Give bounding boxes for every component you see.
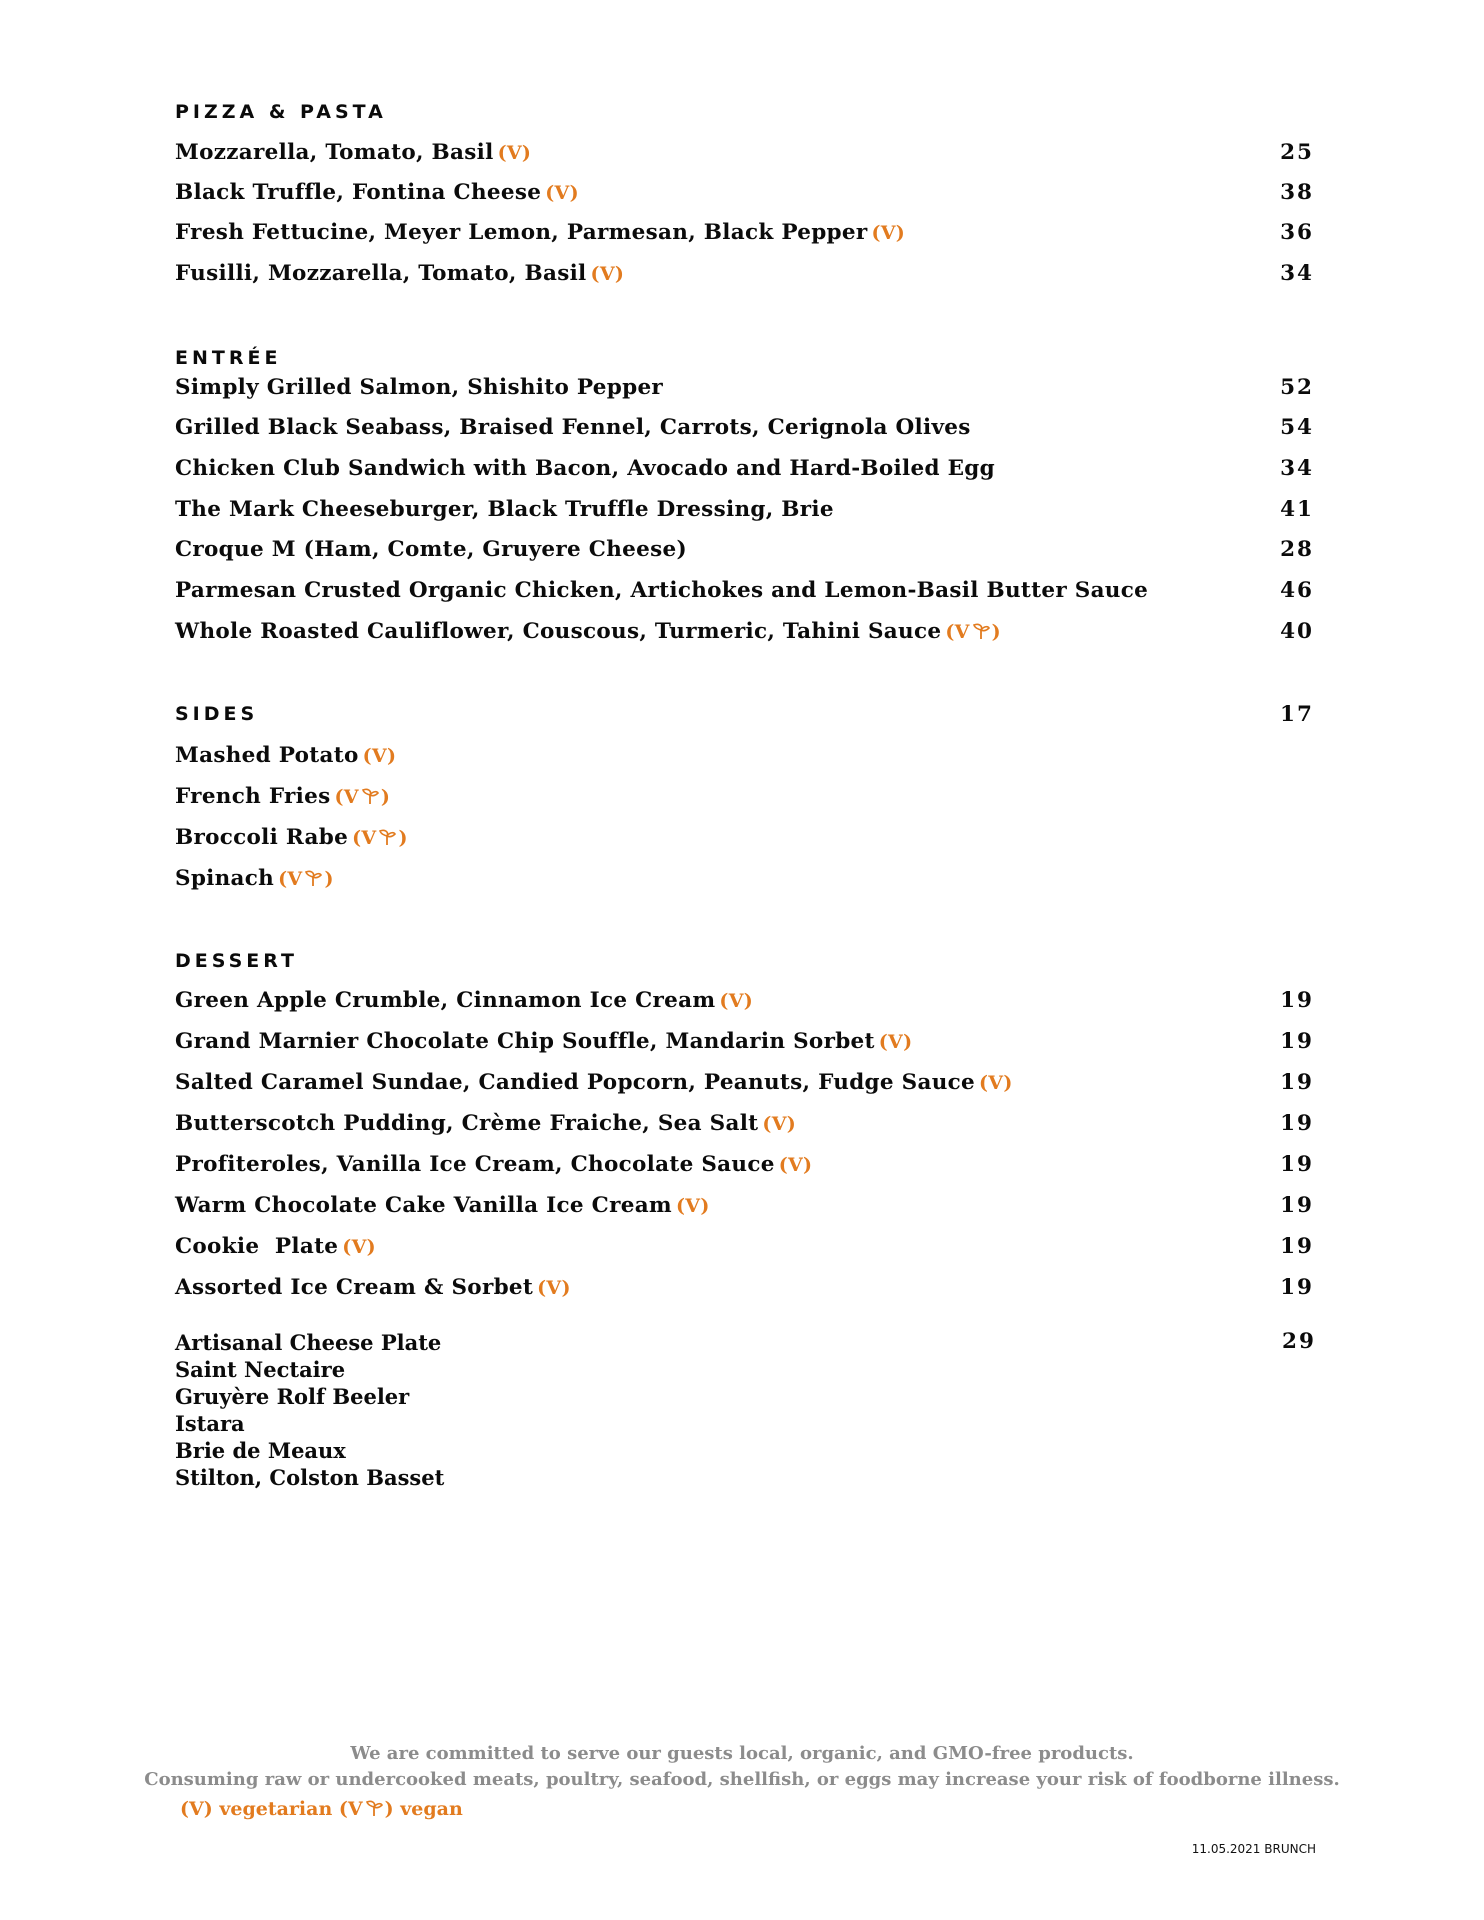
- vegetarian-tag: (V): [362, 745, 397, 767]
- item-price: 19: [1280, 1070, 1314, 1095]
- item-name: Mozzarella, Tomato, Basil (V): [175, 140, 532, 165]
- item-name: Croque M (Ham, Comte, Gruyere Cheese): [175, 537, 687, 562]
- menu-item: [175, 220, 1314, 254]
- diet-legend: [180, 1798, 463, 1820]
- vegetarian-tag: (V): [778, 1154, 813, 1176]
- item-name: Whole Roasted Cauliflower, Couscous, Turmeric, Tahini Sauce (V ): [175, 619, 1001, 644]
- item-price: 19: [1280, 1275, 1314, 1300]
- menu-item: [175, 825, 1314, 859]
- item-price: 19: [1280, 1193, 1314, 1218]
- menu-item: [175, 1275, 1314, 1309]
- section-title-pizza-pasta: PIZZA & PASTA: [175, 101, 387, 123]
- vegetarian-tag: (V): [719, 990, 754, 1012]
- vegan-tag: (V ): [945, 621, 1001, 643]
- menu-item: [175, 1111, 1314, 1145]
- item-name: Simply Grilled Salmon, Shishito Pepper: [175, 375, 664, 400]
- date-stamp: 11.05.2021 BRUNCH: [1191, 1842, 1316, 1856]
- vegan-tag: (V ): [334, 786, 391, 808]
- section-title-sides: SIDES: [175, 703, 259, 725]
- cheese-plate-price: 29: [1282, 1329, 1316, 1354]
- cheese-plate-title: Artisanal Cheese Plate: [175, 1330, 442, 1355]
- item-price: 46: [1280, 578, 1314, 603]
- item-name: Black Truffle, Fontina Cheese (V): [175, 180, 579, 205]
- item-name: Assorted Ice Cream & Sorbet (V): [175, 1275, 571, 1300]
- item-name: French Fries (V ): [175, 784, 391, 809]
- item-price: 19: [1280, 1152, 1314, 1177]
- item-price: 34: [1280, 261, 1314, 286]
- item-name: Spinach (V ): [175, 866, 334, 891]
- menu-item: [175, 988, 1314, 1022]
- menu-item: [175, 578, 1314, 612]
- item-name: Profiteroles, Vanilla Ice Cream, Chocolate Sauce (V): [175, 1152, 813, 1177]
- vegan-leaf-icon: [360, 786, 380, 806]
- cheese-item: Saint Nectaire: [175, 1357, 346, 1382]
- section-title-dessert: DESSERT: [175, 950, 298, 972]
- item-name: Mashed Potato (V): [175, 743, 397, 768]
- vegetarian-tag: (V): [537, 1277, 571, 1299]
- menu-item: [175, 415, 1314, 449]
- item-price: 19: [1280, 1111, 1314, 1136]
- item-price: 38: [1280, 180, 1314, 205]
- menu-item: [175, 497, 1314, 531]
- menu-item: [175, 537, 1314, 571]
- vegan-leaf-icon: [303, 868, 323, 888]
- item-name: Parmesan Crusted Organic Chicken, Artichokes and Lemon-Basil Butter Sauce: [175, 578, 1149, 603]
- menu-item: [175, 1234, 1314, 1268]
- vegetarian-tag: (V): [979, 1072, 1013, 1094]
- cheese-item: Istara: [175, 1411, 245, 1436]
- vegetarian-tag: (V): [590, 263, 625, 285]
- menu-item: [175, 743, 1314, 777]
- footer-commitment: We are committed to serve our guests local, organic, and GMO-free products.: [350, 1743, 1134, 1764]
- item-name: Fresh Fettucine, Meyer Lemon, Parmesan, Black Pepper (V): [175, 220, 906, 245]
- item-name: The Mark Cheeseburger, Black Truffle Dressing, Brie: [175, 497, 834, 522]
- item-price: 25: [1280, 140, 1314, 165]
- item-name: Butterscotch Pudding, Crème Fraiche, Sea Salt (V): [175, 1111, 797, 1136]
- cheese-plate: [175, 1329, 444, 1491]
- vegan-tag: (V ): [278, 868, 334, 890]
- item-price: 40: [1280, 619, 1314, 644]
- vegan-leaf-icon: [971, 621, 991, 641]
- item-price: 34: [1280, 456, 1314, 481]
- item-price: 36: [1280, 220, 1314, 245]
- item-name: Grand Marnier Chocolate Chip Souffle, Mandarin Sorbet (V): [175, 1029, 913, 1054]
- menu-item: [175, 1070, 1314, 1104]
- cheese-item: Gruyère Rolf Beeler: [175, 1384, 410, 1409]
- vegan-tag: (V ): [352, 827, 408, 849]
- menu-item: [175, 1152, 1314, 1186]
- vegetarian-tag: (V): [497, 142, 532, 164]
- vegetarian-tag: (V): [675, 1195, 710, 1217]
- item-name: Warm Chocolate Cake Vanilla Ice Cream (V): [175, 1193, 710, 1218]
- vegan-leaf-icon: [364, 1798, 384, 1818]
- item-name: Cookie Plate (V): [175, 1234, 376, 1259]
- item-name: Green Apple Crumble, Cinnamon Ice Cream (V): [175, 988, 754, 1013]
- menu-item: [175, 180, 1314, 214]
- sides-price: 17: [1280, 702, 1314, 727]
- cheese-item: Brie de Meaux: [175, 1438, 346, 1463]
- item-price: 54: [1280, 415, 1314, 440]
- vegetarian-tag: (V): [545, 182, 579, 204]
- menu-item: [175, 456, 1314, 490]
- menu-item: [175, 866, 1314, 900]
- menu-item: [175, 261, 1314, 295]
- vegetarian-tag: (V): [878, 1031, 913, 1053]
- item-name: Fusilli, Mozzarella, Tomato, Basil (V): [175, 261, 625, 286]
- cheese-item: Stilton, Colston Basset: [175, 1465, 445, 1490]
- item-price: 41: [1280, 497, 1314, 522]
- item-price: 19: [1280, 1029, 1314, 1054]
- menu-item: [175, 140, 1314, 174]
- item-name: Grilled Black Seabass, Braised Fennel, Carrots, Cerignola Olives: [175, 415, 971, 440]
- menu-item: [175, 619, 1314, 653]
- menu-item: [175, 1029, 1314, 1063]
- item-price: 19: [1280, 988, 1314, 1013]
- legend-vegan: (V ) vegan: [338, 1798, 463, 1820]
- footer-health-warning: Consuming raw or undercooked meats, poultry, seafood, shellfish, or eggs may increase your risk of foodborne illness.: [144, 1769, 1340, 1790]
- item-name: Chicken Club Sandwich with Bacon, Avocado and Hard-Boiled Egg: [175, 456, 995, 481]
- vegetarian-tag: (V): [342, 1236, 376, 1258]
- section-title-entree: ENTRÉE: [175, 347, 282, 369]
- item-price: 52: [1280, 375, 1314, 400]
- item-name: Broccoli Rabe (V ): [175, 825, 408, 850]
- vegetarian-tag: (V): [871, 222, 906, 244]
- vegetarian-tag: (V): [762, 1113, 797, 1135]
- item-price: 19: [1280, 1234, 1314, 1259]
- menu-item: [175, 375, 1314, 409]
- menu-item: [175, 1193, 1314, 1227]
- menu-item: [175, 784, 1314, 818]
- legend-vegetarian: (V) vegetarian: [180, 1798, 333, 1820]
- item-price: 28: [1280, 537, 1314, 562]
- vegan-leaf-icon: [377, 827, 397, 847]
- item-name: Salted Caramel Sundae, Candied Popcorn, Peanuts, Fudge Sauce (V): [175, 1070, 1013, 1095]
